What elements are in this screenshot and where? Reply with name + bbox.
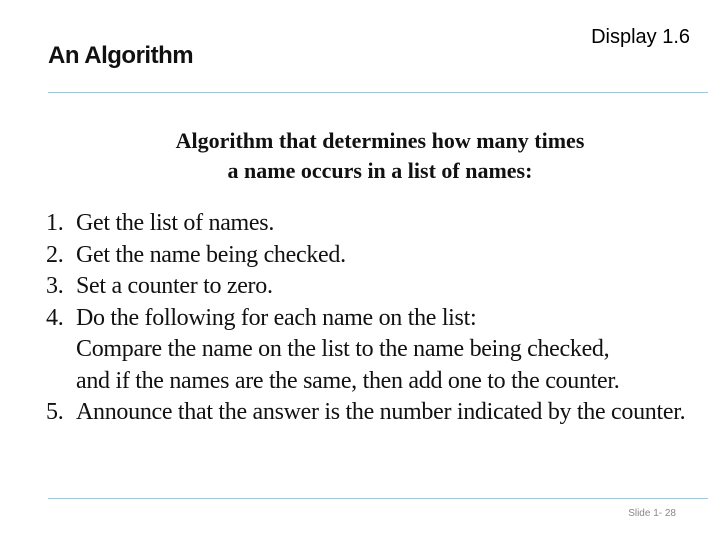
step-2 [46, 240, 716, 272]
heading-line: Algorithm that determines how many times [175, 128, 585, 153]
step-text: Get the name being checked. [76, 241, 346, 268]
step-3 [46, 271, 716, 303]
algorithm-heading [0, 126, 720, 186]
display-label: Display 1.6 [591, 26, 690, 48]
slide-title: An Algorithm [48, 42, 194, 69]
step-number: 2. [46, 241, 64, 268]
step-text: Set a counter to zero. [76, 273, 273, 299]
step-text: Get the list of names. [76, 210, 275, 236]
step-text: Compare the name on the list to the name being checked, [76, 336, 610, 362]
step-5 [46, 397, 716, 429]
step-number: 5. [46, 399, 64, 425]
step-number: 1. [46, 210, 64, 236]
step-4 [46, 303, 716, 398]
step-1 [46, 208, 716, 240]
bottom-divider [48, 498, 708, 499]
slide-number: Slide 1- 28 [628, 508, 676, 519]
step-text: and if the names are the same, then add one to the counter. [76, 367, 620, 394]
top-divider [48, 92, 708, 93]
step-number: 4. [46, 304, 64, 331]
heading-line: a name occurs in a list of names: [227, 158, 533, 183]
step-text: Announce that the answer is the number indicated by the counter. [76, 399, 686, 425]
step-text: Do the following for each name on the list: [76, 304, 477, 331]
algorithm-steps [46, 208, 716, 429]
step-number: 3. [46, 273, 64, 299]
